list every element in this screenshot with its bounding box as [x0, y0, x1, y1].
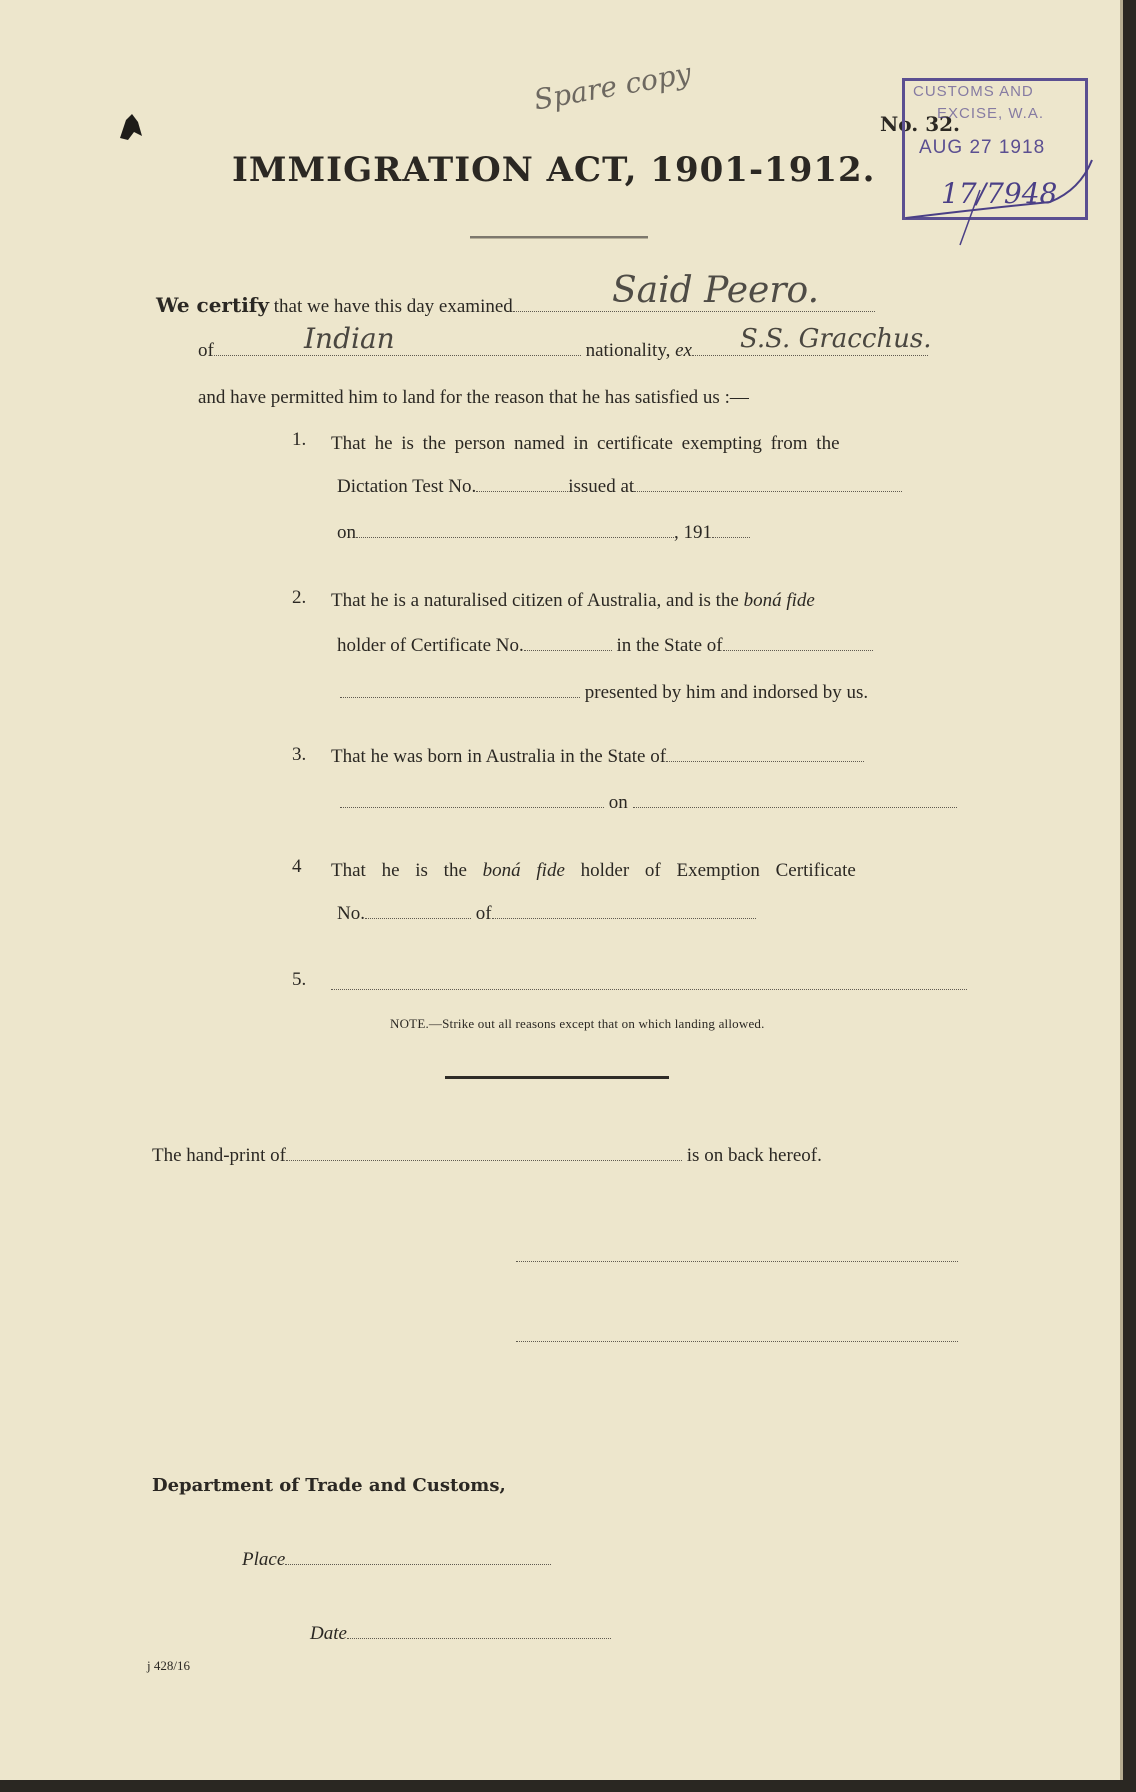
- birth-state-field: [666, 760, 864, 762]
- bona-fide-italic: boná fide: [743, 590, 815, 611]
- year-field: [712, 536, 750, 538]
- reason-1-dictation-line: [337, 476, 902, 498]
- reason-3-text: [331, 746, 864, 768]
- we-certify-heading: We certify: [156, 293, 270, 317]
- handprint-prefix: The hand-print of: [152, 1145, 287, 1166]
- reason-1-text: That he is the person named in certificate exempting from the: [331, 433, 840, 454]
- handprint-name-field: [286, 1159, 682, 1161]
- reason-3-on-line: [340, 792, 957, 814]
- stamp-date: AUG 27 1918: [919, 137, 1046, 158]
- reason-5-number: 5.: [292, 969, 307, 990]
- reason-3-line1: That he was born in Australia in the State of: [331, 746, 667, 767]
- dictation-test-label: Dictation Test No.: [337, 476, 477, 497]
- presented-field: [340, 696, 580, 698]
- certificate-number-field: [524, 649, 612, 651]
- examined-name-value: Said Peero.: [612, 270, 820, 311]
- reason-4-of-label: of: [475, 903, 492, 924]
- birth-place-field: [340, 806, 604, 808]
- exemption-number-field: [365, 917, 471, 919]
- reason-2-holder-line: [337, 635, 873, 657]
- reason-3-on-label: on: [608, 792, 628, 813]
- reason-4-no-line: [337, 903, 756, 925]
- presented-label: presented by him and indorsed by us.: [584, 682, 869, 703]
- reason-4-part1: That he is the: [331, 860, 467, 881]
- signature-line-1: [516, 1260, 958, 1262]
- ink-blot-mark: [112, 108, 152, 148]
- stamp-line-1: CUSTOMS AND: [913, 83, 1034, 100]
- date-line: [310, 1623, 611, 1645]
- exemption-of-field: [492, 917, 756, 919]
- stamp-ink-stroke: [900, 150, 1100, 250]
- date-label: Date: [310, 1623, 347, 1644]
- ship-name-value: S.S. Gracchus.: [740, 324, 932, 354]
- place-field: [285, 1563, 551, 1565]
- of-label: of: [198, 340, 214, 361]
- handwritten-spare-copy-note: Spare copy: [531, 56, 694, 117]
- reason-2-number: 2.: [292, 587, 307, 608]
- stamp-line-2: EXCISE, W.A.: [937, 105, 1045, 122]
- place-line: [242, 1549, 551, 1571]
- issued-at-field: [634, 490, 902, 492]
- reason-5-field: [331, 988, 967, 990]
- signature-line-2: [516, 1340, 958, 1342]
- reason-1-date-field: [356, 536, 674, 538]
- department-heading: Department of Trade and Customs,: [152, 1475, 506, 1496]
- reason-2-line1: That he is a naturalised citizen of Australia, and is the: [331, 590, 739, 611]
- form-code: j 428/16: [147, 1658, 190, 1673]
- reason-2-presented-line: [340, 682, 868, 704]
- document-number: No. 32.: [880, 112, 960, 136]
- title-divider: [470, 236, 648, 239]
- reason-4-part2: holder of Exemption Certificate: [580, 860, 856, 881]
- reason-1-date-line: [337, 522, 750, 544]
- nationality-field: [214, 354, 581, 356]
- reason-3-number: 3.: [292, 744, 307, 765]
- holder-certificate-label: holder of Certificate No.: [337, 635, 524, 656]
- nationality-value: Indian: [304, 322, 395, 355]
- reason-1-number: 1.: [292, 429, 307, 450]
- handprint-suffix: is on back hereof.: [686, 1145, 822, 1166]
- note-divider: [445, 1076, 669, 1079]
- reason-4-number: 4: [292, 856, 302, 877]
- stamp-handwritten-ref: 17/7948: [941, 177, 1058, 210]
- place-label: Place: [242, 1549, 286, 1570]
- birth-date-field: [633, 806, 957, 808]
- nationality-label: nationality,: [585, 340, 671, 361]
- dictation-number-field: [476, 490, 568, 492]
- ship-field: [692, 354, 928, 356]
- issued-at-label: issued at: [568, 476, 635, 497]
- handprint-line: [152, 1145, 822, 1167]
- reason-2-text: [331, 590, 815, 612]
- on-label: on: [337, 522, 356, 543]
- document-title: IMMIGRATION ACT, 1901-1912.: [232, 150, 876, 190]
- ex-label: ex: [675, 340, 692, 361]
- reason-4-no-label: No.: [337, 903, 365, 924]
- certify-text: that we have this day examined: [273, 296, 513, 317]
- in-state-label: in the State of: [616, 635, 723, 656]
- strike-out-note: NOTE.—Strike out all reasons except that on which landing allowed.: [390, 1016, 765, 1031]
- reason-4-text: [331, 860, 856, 882]
- permitted-line: and have permitted him to land for the reason that he has satisfied us :—: [198, 387, 749, 408]
- reason-4-bona-fide: boná fide: [482, 860, 565, 881]
- state-field: [723, 649, 873, 651]
- year-label: , 191: [674, 522, 712, 543]
- date-field: [347, 1637, 611, 1639]
